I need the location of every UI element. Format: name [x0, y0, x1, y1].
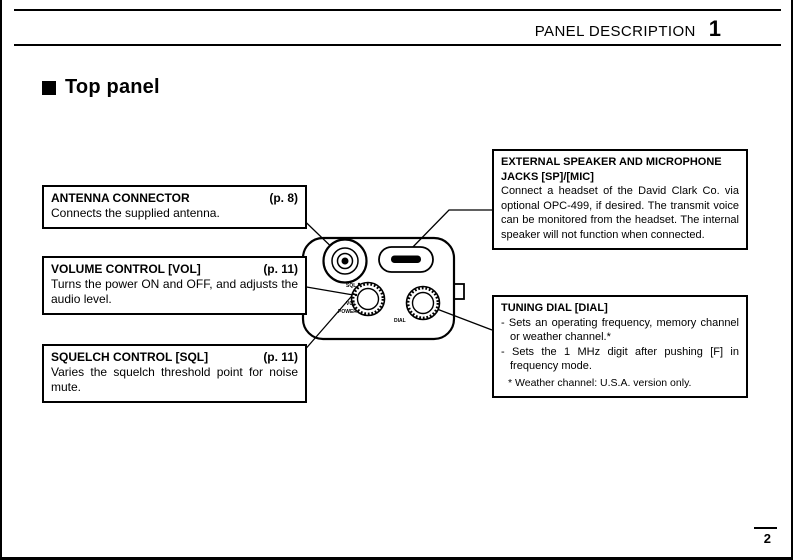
- callout-body: Connects the supplied antenna.: [51, 206, 220, 220]
- panel-label-vol: VOL: [346, 301, 357, 307]
- callout-page-ref: (p. 8): [269, 191, 298, 205]
- callout-body: Connect a headset of the David Clark Co. via optional OPC-499, if desired. The transmit voice can be monitored from the headset. The internal speaker will not function when connected.: [501, 185, 739, 241]
- callout-volume-control: [42, 256, 307, 315]
- page-number: 2: [763, 531, 771, 546]
- callout-page-ref: (p. 11): [263, 262, 298, 276]
- callout-title: TUNING DIAL [DIAL]: [501, 302, 608, 314]
- antenna-connector-drawing: [324, 240, 367, 283]
- callout-title: VOLUME CONTROL [VOL]: [51, 262, 201, 276]
- callout-body: Turns the power ON and OFF, and adjusts the audio level.: [51, 277, 298, 306]
- panel-label-power: POWER: [338, 309, 357, 315]
- callout-tuning-dial: [492, 295, 748, 398]
- callout-title-row: [51, 191, 298, 206]
- header-title: PANEL DESCRIPTION: [534, 23, 696, 40]
- dial-knob-drawing: [407, 287, 440, 320]
- speaker-mic-jack-drawing: [379, 247, 433, 272]
- callout-list-item: - Sets an operating frequency, memory channel or weather channel.*: [501, 316, 739, 343]
- callout-page-ref: (p. 11): [263, 350, 298, 364]
- callout-antenna-connector: [42, 185, 307, 229]
- callout-title-row: [51, 350, 298, 365]
- callout-title-row: [51, 262, 298, 277]
- callout-footnote: * Weather channel: U.S.A. version only.: [508, 376, 692, 389]
- callout-speaker-mic-jacks: [492, 149, 748, 250]
- callout-squelch-control: [42, 344, 307, 403]
- vol-indicator-dot: [355, 294, 357, 296]
- callout-body: Varies the squelch threshold point for noise mute.: [51, 365, 298, 394]
- section-title: Top panel: [65, 76, 160, 98]
- panel-label-sql: SQL: [346, 283, 357, 289]
- callout-title: ANTENNA CONNECTOR: [51, 191, 190, 205]
- chapter-number: 1: [708, 16, 721, 41]
- sql-indicator-dot: [358, 283, 360, 285]
- panel-label-dial: DIAL: [394, 318, 406, 324]
- callout-title: EXTERNAL SPEAKER AND MICROPHONE JACKS [SP]/[MIC]: [501, 156, 722, 183]
- callout-title: SQUELCH CONTROL [SQL]: [51, 350, 209, 364]
- callout-list-item: - Sets the 1 MHz digit after pushing [F] in frequency mode.: [501, 345, 739, 372]
